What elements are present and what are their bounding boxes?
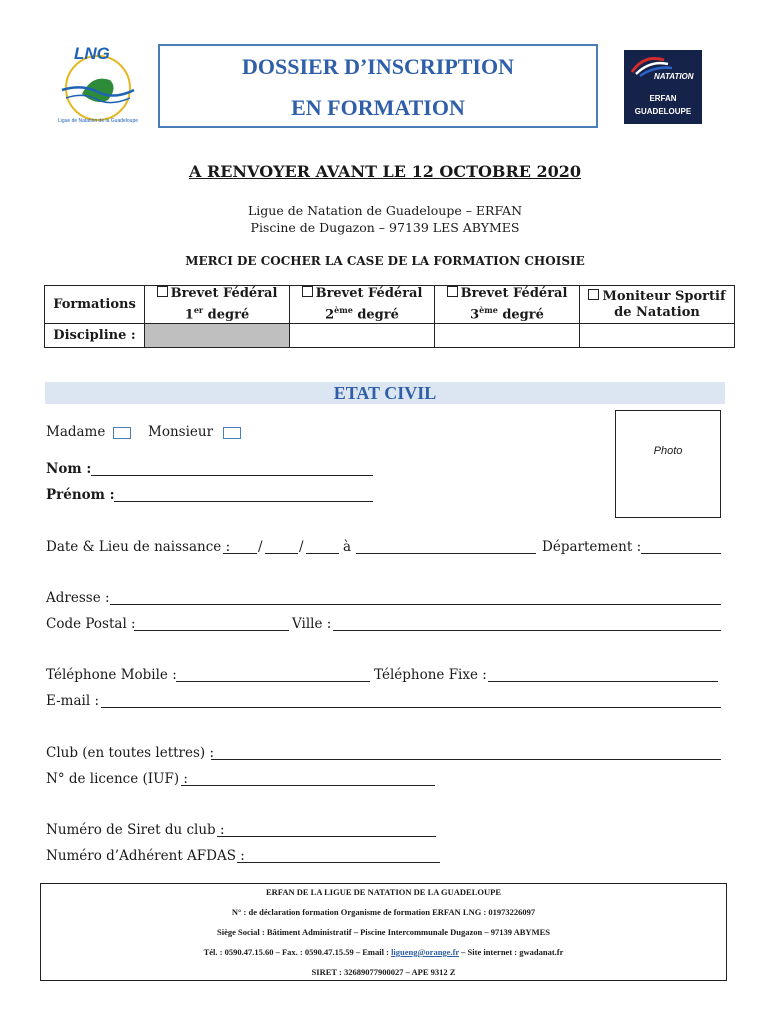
formation-option-bf3[interactable]: Brevet Fédéral 3ème degré [435,286,580,324]
madame-label: Madame [46,424,106,440]
formation-option-bf1[interactable]: Brevet Fédéral 1er degré [145,286,290,324]
discipline-cell[interactable] [580,324,735,348]
birth-day-field[interactable] [223,553,257,554]
birth-month-field[interactable] [265,553,298,554]
tel-mobile-label: Téléphone Mobile : [46,667,177,683]
monsieur-checkbox[interactable] [223,427,241,439]
lng-logo [52,44,144,126]
birth-place-field[interactable] [356,553,536,554]
nom-field[interactable] [91,475,373,476]
discipline-cell[interactable] [435,324,580,348]
footer-line-4: Tél. : 0590.47.15.60 – Fax. : 0590.47.15.59 – Email : ligueng@orange.fr – Site internet : gwadanat.fr [203,947,564,957]
club-field[interactable] [211,759,721,760]
departement-field[interactable] [641,553,721,554]
club-label: Club (en toutes lettres) : [46,745,215,761]
footer-line-5: SIRET : 32689077900027 – APE 9312 Z [311,967,456,977]
title-line-1: DOSSIER D’INSCRIPTION [241,54,514,79]
monsieur-label: Monsieur [148,424,214,440]
etat-civil-title: ETAT CIVIL [333,383,437,403]
address-line-2: Piscine de Dugazon – 97139 LES ABYMES [250,220,520,235]
nom-label: Nom : [46,461,92,477]
footer-line-3: Siège Social : Bâtiment Administratif – Piscine Intercommunale Dugazon – 97139 ABYMES [217,927,550,937]
adresse-field[interactable] [110,604,721,605]
ville-label: Ville : [292,616,332,632]
birth-year-field[interactable] [306,553,339,554]
email-field[interactable] [101,707,721,708]
footer-line-2: N° : de déclaration formation Organisme de formation ERFAN LNG : 01973226097 [231,907,536,917]
code-postal-field[interactable] [134,630,289,631]
erfan-logo-line2: GUADELOUPE [634,107,692,116]
siret-label: Numéro de Siret du club : [46,822,225,838]
checkbox-icon[interactable] [447,286,458,297]
erfan-logo-line1: ERFAN [649,94,677,103]
footer-line-1: ERFAN DE LA LIGUE DE NATATION DE LA GUADELOUPE [265,887,502,897]
departement-label: Département : [542,539,642,555]
siret-field[interactable] [217,836,436,837]
code-postal-label: Code Postal : [46,616,136,632]
title-box [158,44,598,128]
prenom-label: Prénom : [46,487,115,503]
formation-option-moniteur[interactable]: Moniteur Sportif de Natation [580,286,735,324]
email-label: E-mail : [46,693,99,709]
erfan-logo [624,50,702,124]
footer-email-link[interactable]: ligueng@orange.fr [391,947,460,957]
checkbox-icon[interactable] [302,286,313,297]
tel-mobile-field[interactable] [176,681,370,682]
lng-logo-ring-text: Ligue de Natation de la Guadeloupe [57,118,139,124]
adresse-label: Adresse : [46,590,110,606]
date-separator: / [299,539,304,555]
photo-label: Photo [653,445,683,457]
afdas-label: Numéro d’Adhérent AFDAS : [46,848,245,864]
formations-table [44,285,735,348]
licence-label: N° de licence (IUF) : [46,771,188,787]
discipline-label: Discipline : [45,324,145,348]
etat-civil-header [45,382,725,404]
tel-fixe-label: Téléphone Fixe : [374,667,487,683]
address-line-1: Ligue de Natation de Guadeloupe – ERFAN [247,203,523,218]
afdas-field[interactable] [237,862,440,863]
discipline-cell[interactable] [290,324,435,348]
lng-logo-text: LNG [74,44,110,63]
checkbox-icon[interactable] [588,289,599,300]
birth-label: Date & Lieu de naissance : [46,539,231,555]
photo-box [615,410,721,518]
ville-field[interactable] [333,630,721,631]
formations-label: Formations [45,286,145,324]
licence-field[interactable] [181,785,435,786]
title-line-2: EN FORMATION [291,95,465,120]
tel-fixe-field[interactable] [488,681,718,682]
formation-option-bf2[interactable]: Brevet Fédéral 2ème degré [290,286,435,324]
madame-checkbox[interactable] [113,427,131,439]
erfan-logo-brand: NATATION [654,72,694,81]
prenom-field[interactable] [114,501,373,502]
date-separator: / [258,539,263,555]
checkbox-icon[interactable] [157,286,168,297]
a-label: à [343,539,352,555]
instruction-text: MERCI DE COCHER LA CASE DE LA FORMATION CHOISIE [185,254,585,268]
discipline-cell-grey [145,324,290,348]
deadline-heading: A RENVOYER AVANT LE 12 OCTOBRE 2020 [188,162,582,181]
footer-box [40,883,727,981]
